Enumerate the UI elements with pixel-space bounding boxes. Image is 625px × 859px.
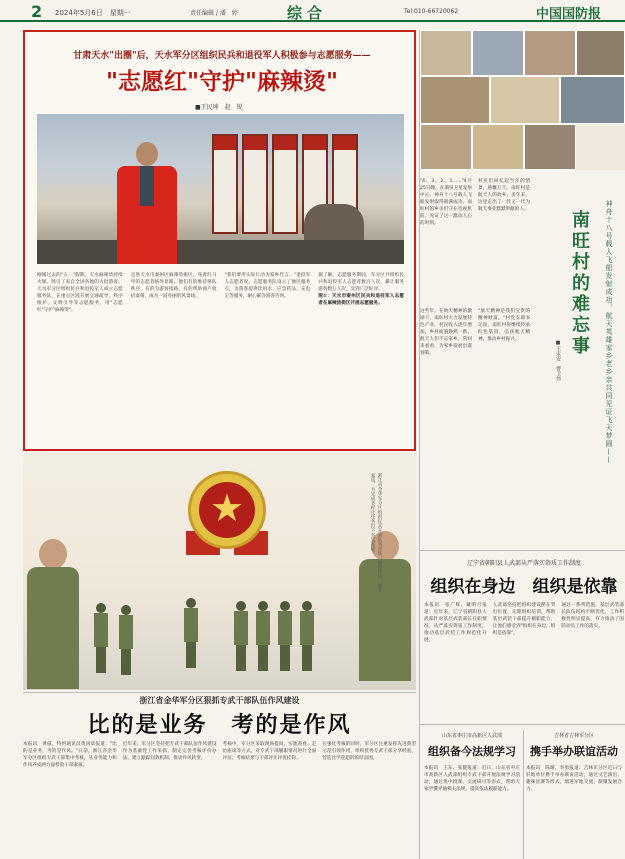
photo-collage (420, 30, 625, 170)
exhibit-board (272, 134, 298, 234)
shandong-kicker: 山东省枣庄市高新区人武部 (441, 733, 502, 739)
star-icon: ★ (209, 486, 245, 530)
bottom-paragraph: 考核中，军分区采取现场提问、实地查看、走访座谈等方式，对专武干部履职情况进行全面评估，考核结果与干部评先评优挂钩。 (222, 742, 317, 761)
bottom-kicker: 浙江省金华军分区狠抓专武干部队伍作风建设 (139, 695, 300, 705)
photo-cell (560, 76, 625, 124)
photo-cell (576, 30, 625, 76)
jilin-kicker: 吉林省吉林军分区 (553, 733, 594, 739)
vertical-headline: 南旺村的难忘事 (569, 210, 590, 357)
liaoning-paragraph: 本报讯 张广辉、戴明月报道：近年来，辽宁省朝阳县人武部针对基层武装部长任职情况，从严落实资质工作制度，推动基层武装工作规范化开展。 (424, 603, 487, 643)
bottom-paragraph: 近年来，军分区坚持把专武干部队伍作风建设作为基础性工作来抓，制定完善考核评价办法，建立跟踪问效机制，推动作风转变。 (122, 742, 217, 761)
photo-cell (524, 30, 576, 76)
row-divider (420, 724, 625, 725)
soldier-figure (277, 601, 293, 671)
shandong-brief (424, 732, 520, 859)
exhibit-board (212, 134, 238, 234)
telephone: Tel:010-66720062 (404, 8, 459, 15)
liaoning-kicker: 辽宁省朝阳县人武部从严落实资质工作制度 (466, 560, 581, 567)
shandong-body: 本报讯 王东、张健报道：近日，山东省枣庄市高新区人武部组织专武干部开展法规学习活动，通过集中授课、交流研讨等形式，帮助大家学懂弄通相关法规，提高依法履职能力。 (424, 766, 520, 792)
right-paragraph: "航天精神是我们宝贵的精神财富。"村党支部书记说，南旺村将继续传承红色基因，弘扬航天精神，推动乡村振兴。 (478, 309, 530, 342)
lead-photo (37, 114, 404, 264)
vertical-kicker: 神舟十八号载人飞船发射成功，航天英雄家乡老乡亲共同见证飞天梦圆—— (605, 200, 613, 464)
liaoning-paragraph: 人武部坚持把组织建设摆在突出位置，定期组织培训，帮助基层武装干部提升履职能力，让他们感受到"组织在身边，组织是依靠"。 (492, 603, 556, 636)
newspaper-logo: 中国国防报 (536, 7, 602, 22)
lead-kicker: 甘肃天水"出圈"后，天水军分区组织民兵和退役军人积极参与志愿服务—— (73, 51, 371, 61)
photo-cell (420, 76, 490, 124)
jilin-headline: 携手举办联谊活动 (530, 745, 618, 758)
row-divider (420, 550, 625, 551)
soldier-figure (299, 601, 315, 671)
right-paragraph: 这些年，在航天精神的激励下，南旺村大力发展特色产业，村民收入逐年增加，乡村面貌焕然一新。航天人们不忘家乡，常回来看看，为家乡发展出谋划策。 (420, 309, 472, 356)
lead-byline: ■王民坤 赵 锐 (195, 104, 243, 111)
lead-paragraph: 刚刚过去的"五一"假期，天水麻辣烫持续火爆，吸引了来自全国各地的大批游客。天水军分区组织民兵和退役军人成立志愿服务队，在重点区域开展交通疏导、秩序维护、文明引导等志愿服务，用"志愿红"守护"麻辣烫"。 (37, 273, 123, 313)
soldier-figure (183, 598, 199, 668)
column-divider (523, 730, 524, 859)
column-divider (419, 30, 420, 859)
bottom-headline: 比的是业务 考的是作风 (87, 712, 352, 738)
volunteer-figure (117, 142, 177, 264)
soldier-figure (27, 539, 79, 689)
liaoning-headline: 组织在身边 组织是依靠 (430, 577, 618, 597)
jilin-body: 本报讯 陈晴、李勇报道：吉林军分区近日与驻地单位携手举办联谊活动，通过文艺演出、趣味比赛等形式，增进军地交流，凝聚发展合力。 (526, 766, 622, 792)
bottom-paragraph: 在强化考核的同时，军分区注重发挥先进典型示范引领作用，组织优秀专武干部分享经验，营造比学赶超的浓厚氛围。 (322, 742, 416, 761)
photo-cell (490, 76, 560, 124)
soldier-figure (255, 601, 271, 671)
right-paragraph: 村民们回忆起当年的情景，感慨万千。南旺村是航天人的故乡，多年来，这里走出了一代又一代为航天事业默默奉献的人。 (478, 179, 530, 212)
lead-body (37, 272, 404, 440)
bottom-article (23, 695, 416, 859)
soldier-figure (118, 605, 134, 675)
photo-cell (472, 30, 524, 76)
militia-badge (168, 471, 284, 571)
right-paragraph: "4、3、2、1……"4月25日晚，在酒泉卫星发射中心，神舟十八号载人飞船发射取得圆满成功。南旺村的乡亲们守在电视机前，见证了这一激动人心的时刻。 (420, 179, 472, 226)
poster-caption: 浙江省金华军分区组织民兵开展队列训练，锤炼作风、提升素质，为完成多样化任务打下坚实基础。 (370, 473, 382, 593)
lead-paragraph: "我们要用实际行动为家乡代言。"退役军人志愿者说。志愿服务队设立了便民服务点，为游客提供饮用水、应急药品、充电宝等服务，耐心解答游客咨询。 (224, 273, 311, 299)
crowd (37, 240, 404, 264)
issue-date: 2024年5月6日 星期一 (55, 9, 131, 17)
soldier-figure (93, 603, 109, 673)
vertical-feature (536, 150, 620, 550)
page-number: 2 (31, 2, 43, 21)
photo-cell (472, 124, 524, 170)
lead-paragraph: 走进天水市秦州区麻辣烫街区，身着红马甲的志愿者格外显眼。他们有的维持排队秩序，有的为游客指路，有的帮助商户收拾桌椅，成为一道亮丽的风景线。 (130, 273, 217, 299)
photo-cell (420, 124, 472, 170)
militia-poster (23, 453, 416, 690)
bottom-paragraph: 本报讯 黄威、特约通讯员黄国章报道："比的是业务，考的是作风。"日前，浙江省金华军分区组织专武干部集中考核，从业务能力和作风养成两方面检验干部素质。 (23, 742, 117, 768)
bottom-body (23, 741, 416, 859)
vertical-byline: ■王永安 曹卫伟 (555, 340, 561, 381)
lead-article (23, 30, 416, 451)
lead-headline: "志愿红"守护"麻辣烫" (106, 68, 338, 95)
section-title: 综合 (287, 4, 328, 22)
lead-paragraph: 据了解，志愿服务期间，军分区共组织民兵和退役军人志愿者数百人次，累计服务游客数万人次，受到广泛好评。 (318, 273, 404, 292)
row-divider (23, 692, 416, 693)
liaoning-article (424, 558, 624, 716)
masthead (0, 0, 625, 22)
liaoning-body (424, 602, 624, 714)
editors: 责任编辑 / 潘 婷 (190, 10, 238, 17)
jilin-brief (526, 732, 622, 859)
exhibit-board (242, 134, 268, 234)
photo-caption: 图①：天水市秦州区民兵和退役军人志愿者在麻辣烫街区开展志愿服务。 (318, 294, 404, 306)
shandong-headline: 组织备今法规学习 (428, 745, 516, 758)
soldier-figure (233, 601, 249, 671)
photo-cell (420, 30, 472, 76)
liaoning-paragraph: 通过一系列措施，基层武装部长队伍结构不断优化，工作积极性明显提高，有力推动了国防动员工作的落实。 (561, 603, 625, 629)
